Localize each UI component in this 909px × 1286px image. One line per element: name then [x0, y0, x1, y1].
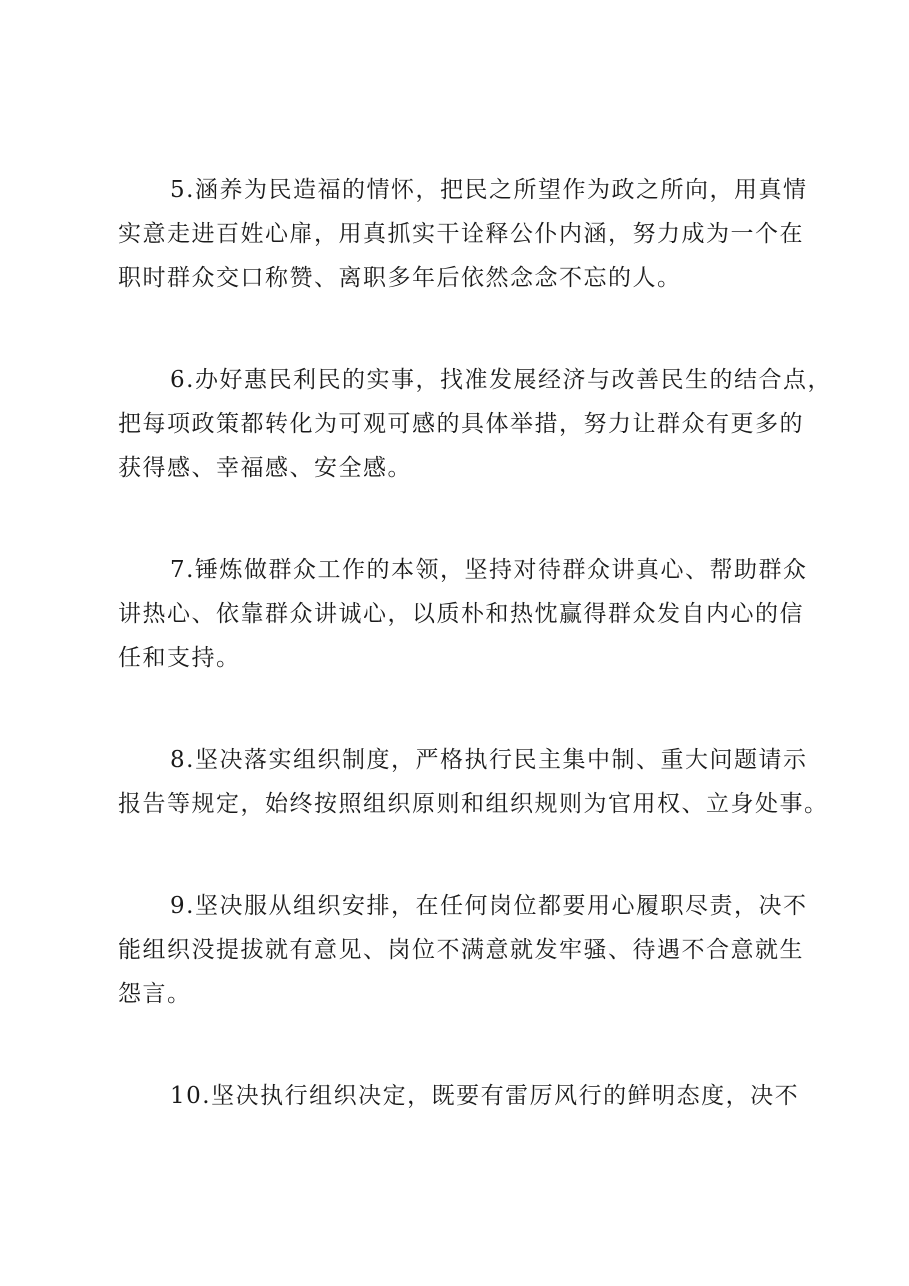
paragraph-line: 7.锤炼做群众工作的本领，坚持对待群众讲真心、帮助群众 [170, 557, 808, 583]
paragraph-line: 任和支持。 [118, 645, 241, 671]
paragraph-line: 讲热心、依靠群众讲诚心，以质朴和热忱赢得群众发自内心的信 [118, 601, 804, 627]
document-body [118, 168, 832, 1176]
paragraph-5 [118, 168, 808, 300]
paragraph-9 [118, 884, 808, 1016]
paragraph-line: 报告等规定，始终按照组织原则和组织规则为官用权、立身处事。 [118, 791, 829, 817]
paragraph-7 [118, 548, 808, 680]
paragraph-6 [118, 358, 832, 490]
paragraph-line: 5.涵养为民造福的情怀，把民之所望作为政之所向，用真情 [170, 177, 808, 203]
paragraph-line: 获得感、幸福感、安全感。 [118, 455, 412, 481]
paragraph-8 [118, 738, 829, 826]
paragraph-line: 怨言。 [118, 981, 192, 1007]
paragraph-10 [118, 1074, 808, 1118]
paragraph-line: 8.坚决落实组织制度，严格执行民主集中制、重大问题请示 [170, 747, 808, 773]
paragraph-line: 把每项政策都转化为可观可感的具体举措，努力让群众有更多的 [118, 411, 804, 437]
paragraph-line: 职时群众交口称赞、离职多年后依然念念不忘的人。 [118, 265, 682, 291]
paragraph-line: 实意走进百姓心扉，用真抓实干诠释公仆内涵，努力成为一个在 [118, 221, 804, 247]
paragraph-line: 10.坚决执行组织决定，既要有雷厉风行的鲜明态度，决不 [170, 1083, 800, 1109]
paragraph-line: 6.办好惠民利民的实事，找准发展经济与改善民生的结合点， [170, 367, 832, 393]
paragraph-line: 能组织没提拔就有意见、岗位不满意就发牢骚、待遇不合意就生 [118, 937, 804, 963]
paragraph-line: 9.坚决服从组织安排，在任何岗位都要用心履职尽责，决不 [170, 893, 808, 919]
